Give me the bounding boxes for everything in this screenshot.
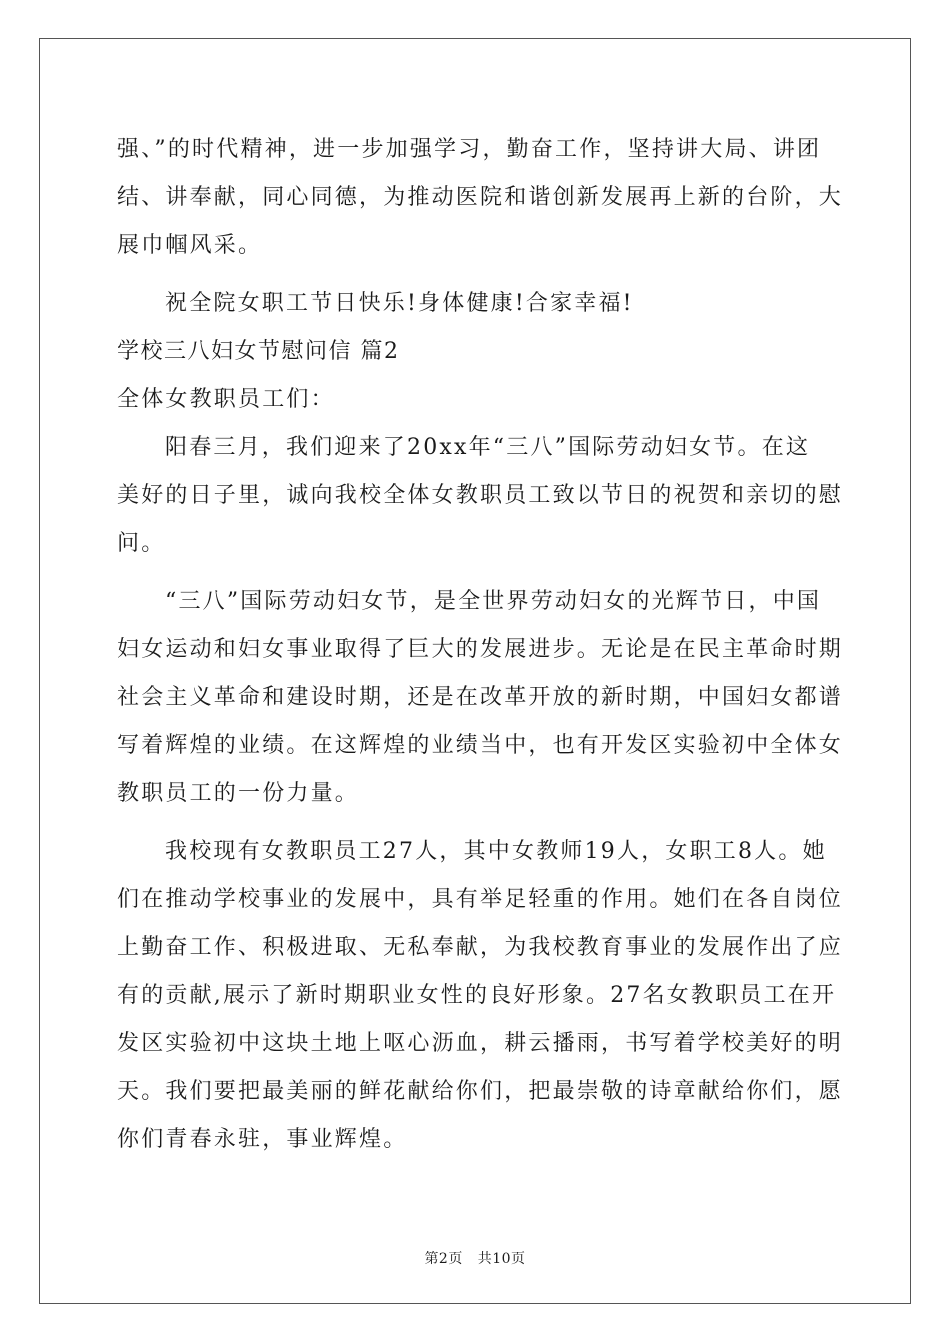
- paragraph-line: 你们青春永驻，事业辉煌。: [117, 1127, 408, 1152]
- paragraph-line: 上勤奋工作、积极进取、无私奉献，为我校教育事业的发展作出了应: [117, 935, 844, 960]
- paragraph-line: 写着辉煌的业绩。在这辉煌的业绩当中，也有开发区实验初中全体女: [117, 733, 844, 758]
- section-title: 学校三八妇女节慰问信 篇2: [117, 339, 400, 364]
- paragraph-line: 强、”的时代精神，进一步加强学习，勤奋工作，坚持讲大局、讲团: [117, 137, 822, 162]
- page-footer: [0, 1248, 950, 1268]
- paragraph-line: 们在推动学校事业的发展中，具有举足轻重的作用。她们在各自岗位: [117, 887, 844, 912]
- paragraph-line: 社会主义革命和建设时期，还是在改革开放的新时期，中国妇女都谱: [117, 685, 844, 710]
- paragraph-line: 妇女运动和妇女事业取得了巨大的发展进步。无论是在民主革命时期: [117, 637, 844, 662]
- salutation: 全体女教职员工们：: [117, 387, 335, 412]
- document-body: [117, 126, 844, 1164]
- paragraph-line: 结、讲奉献，同心同德，为推动医院和谐创新发展再上新的台阶，大: [117, 185, 844, 210]
- page-total: 共10页: [477, 1251, 526, 1267]
- paragraph-line: 阳春三月，我们迎来了20xx年“三八”国际劳动妇女节。在这: [165, 435, 811, 460]
- paragraph-line: 我校现有女教职员工27人，其中女教师19人，女职工8人。她: [165, 839, 827, 864]
- paragraph-line: 展巾帼风采。: [117, 233, 263, 258]
- paragraph-line: 美好的日子里，诚向我校全体女教职员工致以节日的祝贺和亲切的慰: [117, 483, 844, 508]
- paragraph-line: 问。: [117, 531, 166, 556]
- paragraph-line: 天。我们要把最美丽的鲜花献给你们，把最崇敬的诗章献给你们，愿: [117, 1079, 844, 1104]
- paragraph-line: “三八”国际劳动妇女节，是全世界劳动妇女的光辉节日，中国: [165, 589, 822, 614]
- paragraph-line: 教职员工的一份力量。: [117, 781, 360, 806]
- blessing-line: 祝全院女职工节日快乐!身体健康!合家幸福!: [165, 291, 634, 316]
- paragraph-line: 发区实验初中这块土地上呕心沥血，耕云播雨，书写着学校美好的明: [117, 1031, 844, 1056]
- paragraph-line: 有的贡献,展示了新时期职业女性的良好形象。27名女教职员工在开: [117, 983, 837, 1008]
- page-number: 第2页: [424, 1251, 463, 1267]
